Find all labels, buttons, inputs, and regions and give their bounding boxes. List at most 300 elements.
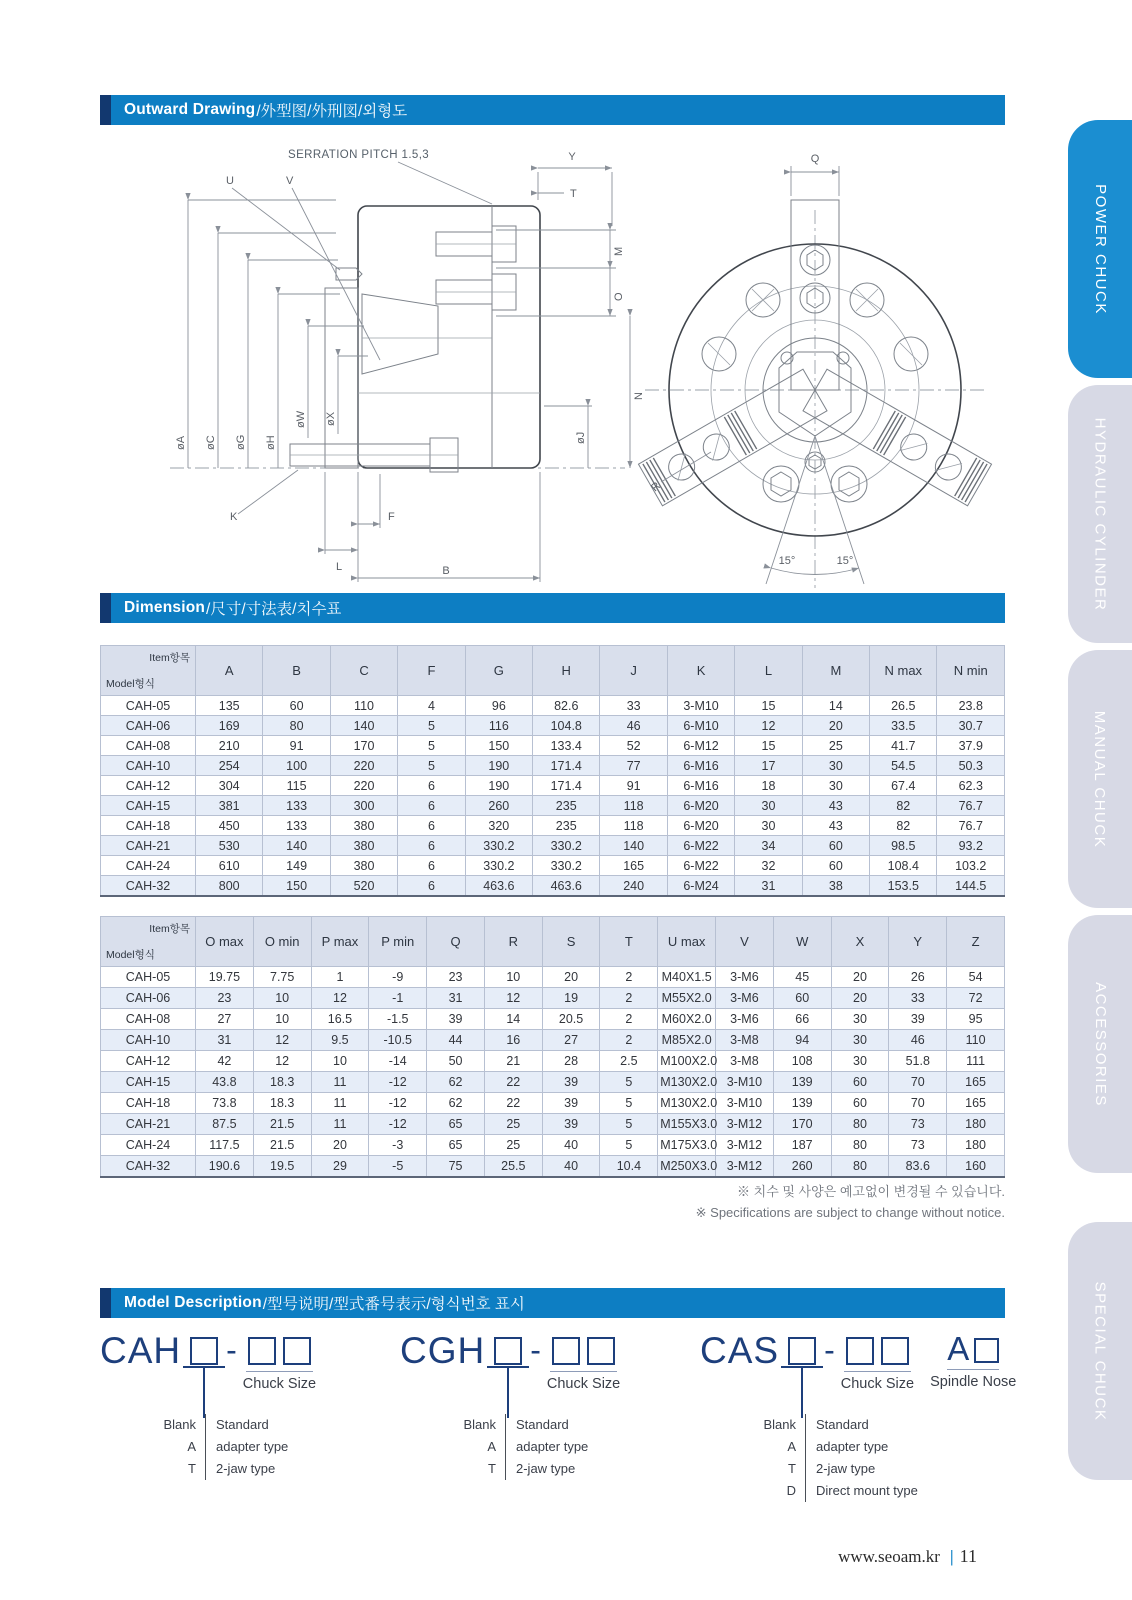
value-cell: -9: [369, 967, 427, 988]
value-cell: 133: [263, 796, 330, 816]
value-cell: 3-M6: [716, 988, 774, 1009]
column-header: A: [196, 646, 263, 696]
column-header: T: [600, 917, 658, 967]
header-row: [101, 646, 1005, 696]
value-cell: 27: [196, 1009, 254, 1030]
value-cell: 21.5: [253, 1114, 311, 1135]
model-cell: CAH-15: [101, 1072, 196, 1093]
table-row: [101, 736, 1005, 756]
side-tab-special-chuck: [1068, 1222, 1132, 1480]
note-english: ※ Specifications are subject to change without notice.: [695, 1204, 1005, 1220]
value-cell: 42: [196, 1051, 254, 1072]
value-cell: 22: [484, 1072, 542, 1093]
value-cell: 25: [802, 736, 869, 756]
option-value: adapter type: [505, 1436, 588, 1458]
value-cell: 2: [600, 988, 658, 1009]
value-cell: 91: [600, 776, 667, 796]
value-cell: 19.5: [253, 1156, 311, 1178]
table-row: [101, 876, 1005, 897]
column-header: P min: [369, 917, 427, 967]
value-cell: 73: [889, 1135, 947, 1156]
value-cell: 117.5: [196, 1135, 254, 1156]
value-cell: 44: [427, 1030, 485, 1051]
value-cell: 60: [802, 836, 869, 856]
value-cell: 40: [542, 1156, 600, 1178]
corner-cell: [101, 646, 196, 696]
value-cell: 77: [600, 756, 667, 776]
value-cell: 82.6: [533, 696, 600, 716]
model-dash: -: [530, 1332, 541, 1368]
model-option-row: [100, 1436, 400, 1458]
chuck-size-box: [283, 1337, 311, 1365]
value-cell: 60: [831, 1072, 889, 1093]
label-q: Q: [810, 153, 820, 165]
corner-model-label: Model형식: [106, 949, 155, 961]
value-cell: 330.2: [465, 836, 532, 856]
spindle-nose-boxes: [947, 1332, 999, 1370]
label-r: R: [648, 479, 663, 495]
value-cell: 29: [311, 1156, 369, 1178]
value-cell: 73.8: [196, 1093, 254, 1114]
option-key: T: [188, 1461, 196, 1477]
section-bar-dimension: [100, 593, 1005, 623]
value-cell: -1: [369, 988, 427, 1009]
value-cell: -5: [369, 1156, 427, 1178]
value-cell: 12: [484, 988, 542, 1009]
model-cell: CAH-18: [101, 1093, 196, 1114]
value-cell: 103.2: [937, 856, 1005, 876]
value-cell: 6: [398, 816, 465, 836]
column-header: X: [831, 917, 889, 967]
model-dash: -: [824, 1332, 835, 1368]
type-box: [788, 1337, 816, 1365]
value-cell: 54.5: [870, 756, 937, 776]
value-cell: 118: [600, 796, 667, 816]
table-row: [101, 836, 1005, 856]
chuck-size-box: [552, 1337, 580, 1365]
value-cell: 111: [947, 1051, 1005, 1072]
value-cell: 83.6: [889, 1156, 947, 1178]
value-cell: 82: [870, 796, 937, 816]
side-tab-label: HYDRAULIC CYLINDER: [1091, 417, 1109, 611]
spindle-letter: A: [947, 1330, 970, 1367]
model-cell: CAH-21: [101, 836, 196, 856]
chuck-size-boxes: [550, 1337, 617, 1372]
model-option-row: [700, 1458, 1000, 1480]
value-cell: 80: [831, 1135, 889, 1156]
connector-vertical: [203, 1366, 205, 1418]
value-cell: 108: [773, 1051, 831, 1072]
value-cell: 40: [542, 1135, 600, 1156]
spindle-nose-label: Spindle Nose: [930, 1374, 1017, 1390]
model-options: [400, 1414, 700, 1480]
table-row: [101, 1030, 1005, 1051]
value-cell: 304: [196, 776, 263, 796]
value-cell: 6-M20: [667, 816, 734, 836]
corner-cell: [101, 917, 196, 967]
model-cell: CAH-05: [101, 967, 196, 988]
value-cell: M100X2.0: [658, 1051, 716, 1072]
value-cell: 187: [773, 1135, 831, 1156]
label-y: Y: [568, 151, 576, 163]
value-cell: 5: [600, 1114, 658, 1135]
value-cell: 66: [773, 1009, 831, 1030]
value-cell: M55X2.0: [658, 988, 716, 1009]
value-cell: 72: [947, 988, 1005, 1009]
value-cell: 5: [600, 1072, 658, 1093]
value-cell: 9.5: [311, 1030, 369, 1051]
value-cell: -1.5: [369, 1009, 427, 1030]
value-cell: 80: [263, 716, 330, 736]
value-cell: 70: [889, 1072, 947, 1093]
column-header: V: [716, 917, 774, 967]
column-header: R: [484, 917, 542, 967]
option-value: 2-jaw type: [505, 1458, 575, 1480]
value-cell: 17: [735, 756, 802, 776]
value-cell: 380: [330, 856, 397, 876]
value-cell: 65: [427, 1135, 485, 1156]
value-cell: 51.8: [889, 1051, 947, 1072]
value-cell: 21.5: [253, 1135, 311, 1156]
value-cell: 15: [735, 696, 802, 716]
label-u: U: [226, 175, 234, 187]
section-title-translations: /尺寸/寸法表/치수표: [206, 601, 342, 618]
column-header: F: [398, 646, 465, 696]
model-cell: CAH-24: [101, 856, 196, 876]
value-cell: 25: [484, 1135, 542, 1156]
value-cell: 115: [263, 776, 330, 796]
column-header: P max: [311, 917, 369, 967]
side-tab-label: POWER CHUCK: [1091, 183, 1109, 315]
value-cell: 31: [427, 988, 485, 1009]
value-cell: 12: [253, 1051, 311, 1072]
spindle-nose-group: [930, 1332, 1016, 1390]
value-cell: 139: [773, 1093, 831, 1114]
model-code-row: [700, 1330, 1017, 1392]
column-header: W: [773, 917, 831, 967]
table-row: [101, 776, 1005, 796]
value-cell: 380: [330, 836, 397, 856]
value-cell: 39: [542, 1072, 600, 1093]
value-cell: 80: [831, 1114, 889, 1135]
value-cell: 25: [484, 1114, 542, 1135]
value-cell: 10.4: [600, 1156, 658, 1178]
table-row: [101, 816, 1005, 836]
value-cell: M175X3.0: [658, 1135, 716, 1156]
option-value: adapter type: [805, 1436, 888, 1458]
label-angle-right: 15°: [836, 555, 854, 567]
value-cell: 15: [735, 736, 802, 756]
value-cell: 520: [330, 876, 397, 897]
value-cell: 6-M10: [667, 716, 734, 736]
value-cell: 5: [398, 736, 465, 756]
value-cell: 254: [196, 756, 263, 776]
option-value: adapter type: [205, 1436, 288, 1458]
table-row: [101, 856, 1005, 876]
option-key: Blank: [763, 1417, 796, 1432]
value-cell: 330.2: [465, 856, 532, 876]
value-cell: 235: [533, 796, 600, 816]
column-header: C: [330, 646, 397, 696]
section-bar-accent: [100, 1288, 111, 1318]
value-cell: 38: [802, 876, 869, 897]
value-cell: 94: [773, 1030, 831, 1051]
value-cell: 60: [263, 696, 330, 716]
model-cell: CAH-05: [101, 696, 196, 716]
value-cell: 260: [465, 796, 532, 816]
column-header: L: [735, 646, 802, 696]
value-cell: 76.7: [937, 796, 1005, 816]
value-cell: 96: [465, 696, 532, 716]
label-n: N: [633, 392, 645, 400]
value-cell: 3-M10: [667, 696, 734, 716]
value-cell: -14: [369, 1051, 427, 1072]
value-cell: 34: [735, 836, 802, 856]
value-cell: -12: [369, 1072, 427, 1093]
chuck-size-box: [248, 1337, 276, 1365]
model-option-row: [100, 1458, 400, 1480]
connector-vertical: [507, 1366, 509, 1418]
option-value: Direct mount type: [805, 1480, 918, 1502]
chuck-size-label: Chuck Size: [840, 1376, 915, 1392]
value-cell: 20: [802, 716, 869, 736]
value-cell: 118: [600, 816, 667, 836]
value-cell: 39: [427, 1009, 485, 1030]
value-cell: 43: [802, 816, 869, 836]
value-cell: 330.2: [533, 856, 600, 876]
label-dg: øG: [235, 434, 247, 450]
value-cell: -12: [369, 1093, 427, 1114]
side-tab-label: SPECIAL CHUCK: [1091, 1281, 1109, 1421]
value-cell: 23: [196, 988, 254, 1009]
label-m: M: [613, 246, 625, 256]
corner-item-label: Item항목: [149, 652, 190, 664]
table-row: [101, 696, 1005, 716]
value-cell: 3-M6: [716, 1009, 774, 1030]
value-cell: 6: [398, 856, 465, 876]
value-cell: 14: [802, 696, 869, 716]
value-cell: 170: [330, 736, 397, 756]
section-bar-accent: [100, 593, 111, 623]
value-cell: M40X1.5: [658, 967, 716, 988]
value-cell: -10.5: [369, 1030, 427, 1051]
value-cell: 3-M10: [716, 1093, 774, 1114]
value-cell: 6: [398, 836, 465, 856]
value-cell: 21: [484, 1051, 542, 1072]
option-key: A: [487, 1439, 496, 1455]
spec-notes: [100, 1182, 1005, 1224]
chuck-size-boxes: [246, 1337, 313, 1372]
value-cell: 3-M12: [716, 1114, 774, 1135]
value-cell: 6-M12: [667, 736, 734, 756]
model-option-row: [700, 1436, 1000, 1458]
value-cell: 43: [802, 796, 869, 816]
value-cell: M60X2.0: [658, 1009, 716, 1030]
model-option-row: [700, 1480, 1000, 1502]
model-type-box: [494, 1337, 522, 1365]
value-cell: 16.5: [311, 1009, 369, 1030]
column-header: Z: [947, 917, 1005, 967]
label-o: O: [613, 292, 625, 301]
value-cell: 22: [484, 1093, 542, 1114]
side-tab-accessories: [1068, 915, 1132, 1173]
value-cell: M130X2.0: [658, 1093, 716, 1114]
label-dx: øX: [325, 411, 337, 426]
option-key: Blank: [163, 1417, 196, 1432]
value-cell: 381: [196, 796, 263, 816]
value-cell: 91: [263, 736, 330, 756]
column-header: Q: [427, 917, 485, 967]
value-cell: 43.8: [196, 1072, 254, 1093]
section-title: Outward Drawing: [124, 101, 256, 118]
value-cell: 190: [465, 756, 532, 776]
value-cell: 171.4: [533, 756, 600, 776]
model-options: [700, 1414, 1000, 1502]
value-cell: 6-M22: [667, 856, 734, 876]
value-cell: 5: [600, 1135, 658, 1156]
value-cell: 2: [600, 1030, 658, 1051]
value-cell: 39: [542, 1114, 600, 1135]
value-cell: 463.6: [533, 876, 600, 897]
column-header: B: [263, 646, 330, 696]
side-tab-manual-chuck: [1068, 650, 1132, 908]
value-cell: 41.7: [870, 736, 937, 756]
model-cell: CAH-08: [101, 1009, 196, 1030]
option-key: Blank: [463, 1417, 496, 1432]
value-cell: 149: [263, 856, 330, 876]
side-view-drawing: [140, 138, 650, 588]
side-view-svg: [140, 138, 650, 588]
value-cell: 11: [311, 1072, 369, 1093]
column-header: J: [600, 646, 667, 696]
value-cell: 150: [263, 876, 330, 897]
value-cell: 110: [947, 1030, 1005, 1051]
value-cell: 10: [253, 1009, 311, 1030]
value-cell: 6-M20: [667, 796, 734, 816]
value-cell: 19: [542, 988, 600, 1009]
table-row: [101, 716, 1005, 736]
model-cell: CAH-32: [101, 876, 196, 897]
page-footer: [100, 1546, 1005, 1567]
value-cell: 10: [484, 967, 542, 988]
option-key: T: [488, 1461, 496, 1477]
value-cell: 2: [600, 1009, 658, 1030]
value-cell: 73: [889, 1114, 947, 1135]
value-cell: 12: [735, 716, 802, 736]
value-cell: 50.3: [937, 756, 1005, 776]
chuck-size-box: [587, 1337, 615, 1365]
value-cell: 37.9: [937, 736, 1005, 756]
model-cell: CAH-32: [101, 1156, 196, 1178]
model-options: [100, 1414, 400, 1480]
side-tab-hydraulic-cylinder: [1068, 385, 1132, 643]
value-cell: 3-M8: [716, 1051, 774, 1072]
option-key: T: [788, 1461, 796, 1477]
value-cell: 450: [196, 816, 263, 836]
model-type-box: [190, 1337, 218, 1365]
table-row: [101, 967, 1005, 988]
side-tab-power-chuck: [1068, 120, 1132, 378]
value-cell: 6: [398, 776, 465, 796]
section-title-translations: /型号说明/型式番号表示/형식번호 표시: [262, 1296, 525, 1313]
model-block: [100, 1332, 400, 1502]
value-cell: 39: [542, 1093, 600, 1114]
value-cell: 133: [263, 816, 330, 836]
value-cell: 45: [773, 967, 831, 988]
section-bar-accent: [100, 95, 111, 125]
value-cell: 165: [947, 1093, 1005, 1114]
value-cell: M250X3.0: [658, 1156, 716, 1178]
chuck-size-group: [841, 1337, 914, 1392]
value-cell: 190.6: [196, 1156, 254, 1178]
value-cell: 87.5: [196, 1114, 254, 1135]
value-cell: 82: [870, 816, 937, 836]
value-cell: 20: [831, 988, 889, 1009]
value-cell: 65: [427, 1114, 485, 1135]
model-cell: CAH-24: [101, 1135, 196, 1156]
value-cell: 180: [947, 1135, 1005, 1156]
table-row: [101, 1093, 1005, 1114]
value-cell: M130X2.0: [658, 1072, 716, 1093]
value-cell: 165: [600, 856, 667, 876]
value-cell: 54: [947, 967, 1005, 988]
side-tab-label: MANUAL CHUCK: [1091, 710, 1109, 848]
value-cell: 150: [465, 736, 532, 756]
chuck-size-label: Chuck Size: [546, 1376, 621, 1392]
model-prefix: CAS: [700, 1330, 780, 1371]
model-option-row: [100, 1414, 400, 1436]
value-cell: 67.4: [870, 776, 937, 796]
option-value: 2-jaw type: [805, 1458, 875, 1480]
label-dc: øC: [205, 435, 217, 450]
connector-vertical: [801, 1366, 803, 1418]
table-row: [101, 1135, 1005, 1156]
value-cell: 116: [465, 716, 532, 736]
value-cell: 165: [947, 1072, 1005, 1093]
value-cell: 104.8: [533, 716, 600, 736]
value-cell: 20.5: [542, 1009, 600, 1030]
value-cell: 260: [773, 1156, 831, 1178]
value-cell: 33: [600, 696, 667, 716]
value-cell: 3-M6: [716, 967, 774, 988]
value-cell: 530: [196, 836, 263, 856]
value-cell: 30: [831, 1009, 889, 1030]
value-cell: 380: [330, 816, 397, 836]
value-cell: 70: [889, 1093, 947, 1114]
chuck-size-boxes: [844, 1337, 911, 1372]
label-b: B: [442, 565, 450, 577]
value-cell: 169: [196, 716, 263, 736]
value-cell: 62: [427, 1072, 485, 1093]
column-header: N min: [937, 646, 1005, 696]
label-l: L: [336, 561, 343, 573]
value-cell: 20: [311, 1135, 369, 1156]
value-cell: 10: [253, 988, 311, 1009]
section-title: Dimension: [124, 599, 206, 616]
model-cell: CAH-08: [101, 736, 196, 756]
model-block: [700, 1330, 1017, 1502]
label-angle-left: 15°: [778, 555, 796, 567]
column-header: S: [542, 917, 600, 967]
value-cell: 12: [253, 1030, 311, 1051]
value-cell: 2.5: [600, 1051, 658, 1072]
note-korean: ※ 치수 및 사양은 예고없이 변경될 수 있습니다.: [737, 1184, 1005, 1199]
option-value: Standard: [505, 1414, 569, 1436]
value-cell: 1: [311, 967, 369, 988]
label-dw: øW: [295, 410, 307, 428]
value-cell: 32: [735, 856, 802, 876]
option-value: Standard: [205, 1414, 269, 1436]
